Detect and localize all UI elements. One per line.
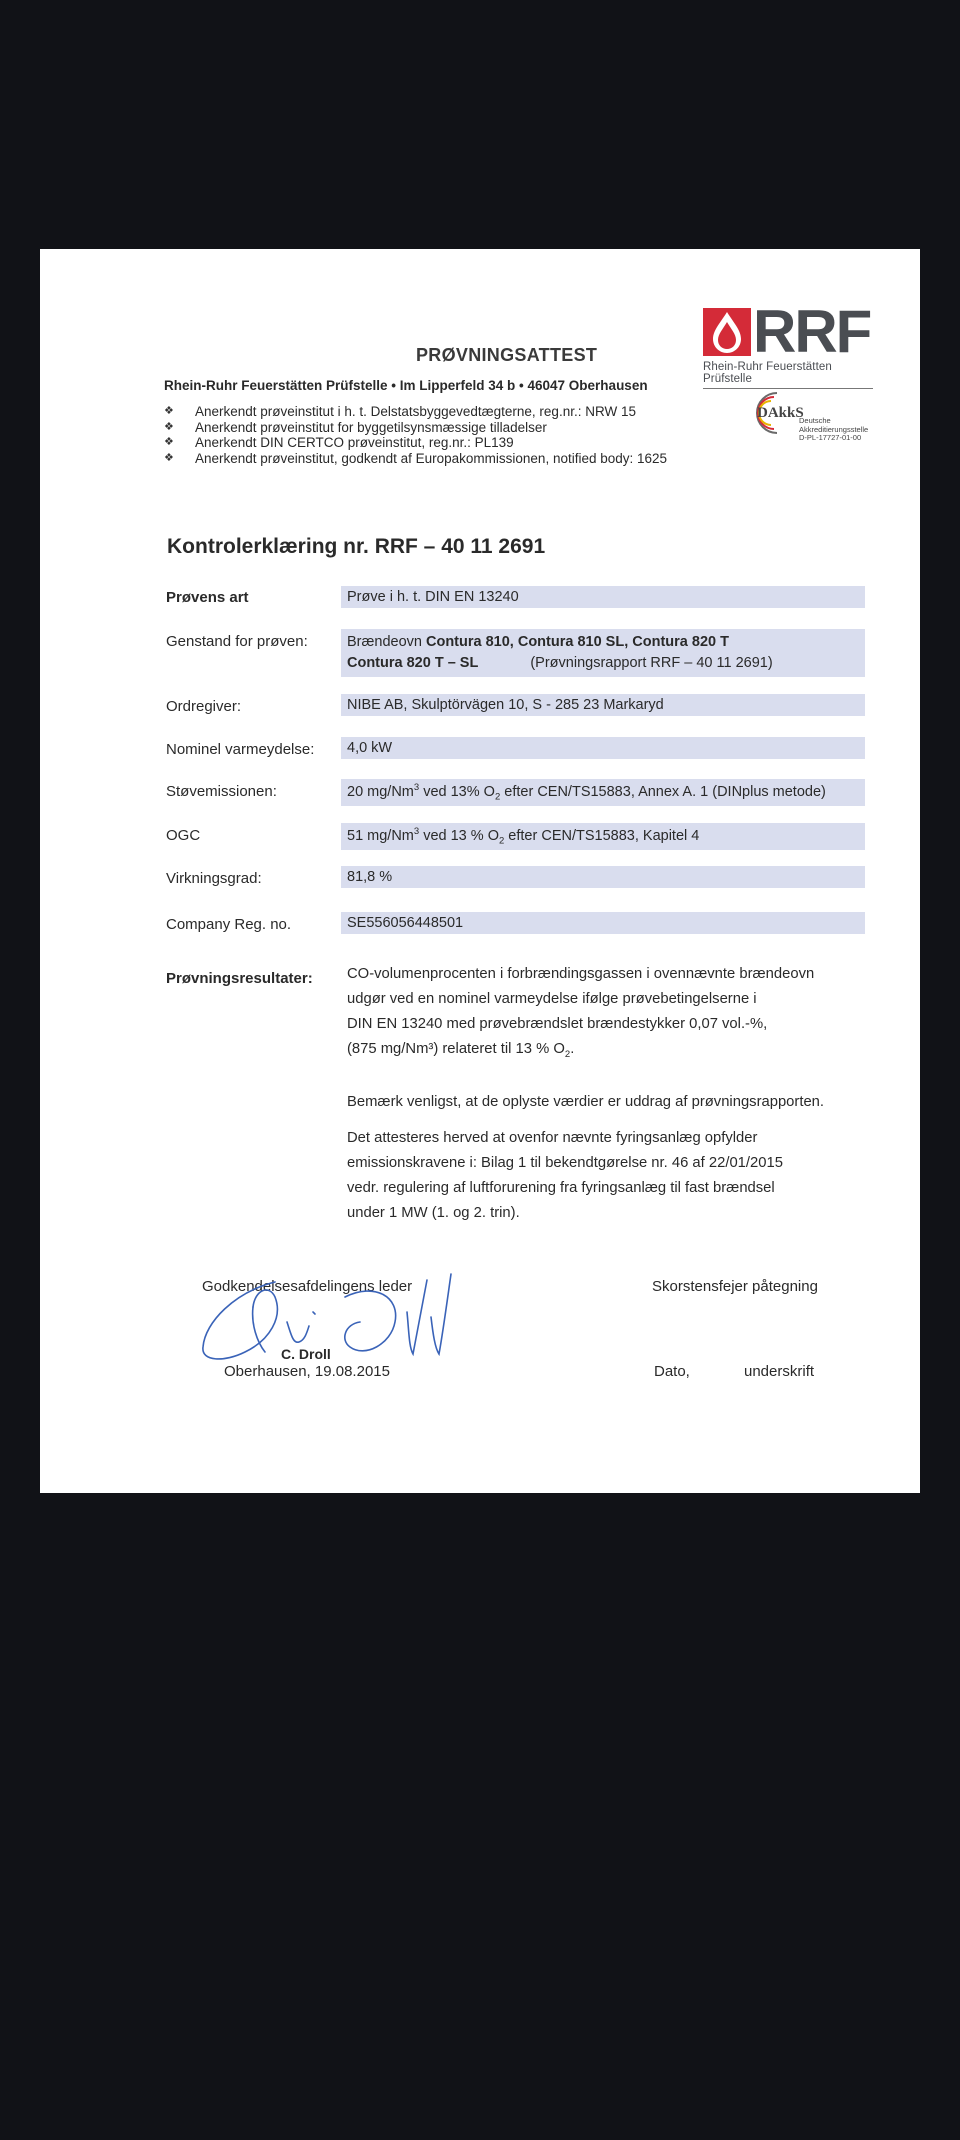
company-value: SE556056448501 [341,912,865,934]
result-paragraph-2: Bemærk venligst, at de oplyste værdier er uddrag af prøvningsrapporten. [347,1094,825,1110]
varmeydelse-label: Nominel varmeydelse: [166,741,315,758]
bullet-icon: ❖ [164,436,174,448]
place-date: Oberhausen, 19.08.2015 [224,1363,390,1380]
dakks-caption: Deutsche Akkreditierungsstelle D-PL-17727-01-00 [799,416,869,442]
list-item: ❖ Anerkendt DIN CERTCO prøveinstitut, reg.nr.: PL139 [164,435,514,450]
result-label: Prøvningsresultater: [166,970,313,987]
result-paragraph-1: CO-volumenprocenten i forbrændingsgassen i ovennævnte brændeovn udgør ved en nominel varmeydelse ifølge prøvebetingelserne i DIN EN 13240 med prøvebrændslet brændestykker 0,07 vol.-%, (875 mg/Nm³) relateret til 13 % $O_2$. [347,966,815,1060]
result-paragraph-3: Det attesteres herved at ovenfor nævnte fyringsanlæg opfylder emissionskravene i: Bilag 1 til bekendtgørelse nr. 46 af 22/01/2015 vedr. regulering af luftforurening fra fyringsanlæg til fast brændsel under 1 MW (1. og 2. trin). [347,1130,783,1221]
rrf-logo [703,298,873,389]
chimney-sweep-title: Skorstensfejer påtegning [652,1278,818,1295]
genstand-value: Brændeovn Contura 810, Contura 810 SL, Contura 820 T Contura 820 T – SL (Prøvningsrapport RRF – 40 11 2691) [341,629,865,677]
bullet-icon: ❖ [164,451,174,464]
rrf-wordmark: RRF [753,298,871,365]
genstand-label: Genstand for prøven: [166,633,308,650]
art-value: Prøve i h. t. DIN EN 13240 [341,586,865,608]
virkningsgrad-value: 81,8 % [341,866,865,888]
document-title: PRØVNINGSATTEST [416,345,598,365]
stoev-label: Støvemissionen: [166,783,277,800]
list-item: ❖ Anerkendt prøveinstitut i h. t. Delstatsbyggevedtægterne, reg.nr.: NRW 15 [164,404,636,419]
stoev-value: 20 mg/Nm$^3$ ved 13% $O_2$ efter CEN/TS15883, Annex A. 1 (DINplus metode) [341,779,865,806]
ogc-value: 51 mg/Nm$^3$ ved 13 % $O_2$ efter CEN/TS15883, Kapitel 4 [341,823,865,850]
bullet-icon: ❖ [164,405,174,417]
certificate-page [40,249,920,1493]
list-item: ❖ Anerkendt prøveinstitut, godkendt af Europakommissionen, notified body: 1625 [164,450,668,466]
dakks-wordmark: DAkkS [757,404,804,421]
rrf-subtitle: Rhein-Ruhr Feuerstätten Prüfstelle [703,361,832,385]
signer-name: C. Droll [281,1346,331,1362]
ordregiver-value: NIBE AB, Skulptörvägen 10, S - 285 23 Markaryd [341,694,865,716]
bullet-icon: ❖ [164,420,174,433]
declaration-heading: Kontrolerklæring nr. RRF – 40 11 2691 [167,535,546,558]
ogc-label: OGC [166,827,201,844]
flame-drop-icon [703,308,751,356]
list-item: ❖ Anerkendt prøveinstitut for byggetilsynsmæssige tilladelser [164,419,547,435]
signature-label: underskrift [744,1363,815,1380]
virkningsgrad-label: Virkningsgrad: [166,870,262,887]
art-label: Prøvens art [166,589,249,606]
varmeydelse-value: 4,0 kW [341,737,865,759]
dakks-logo [747,389,869,442]
company-label: Company Reg. no. [166,916,292,933]
institute-address: Rhein-Ruhr Feuerstätten Prüfstelle • Im Lipperfeld 34 b • 46047 Oberhausen [164,378,648,393]
ordregiver-label: Ordregiver: [166,698,242,715]
approver-title: Godkendelsesafdelingens leder [202,1278,413,1295]
accreditation-list [164,404,667,466]
date-label: Dato, [654,1363,690,1380]
